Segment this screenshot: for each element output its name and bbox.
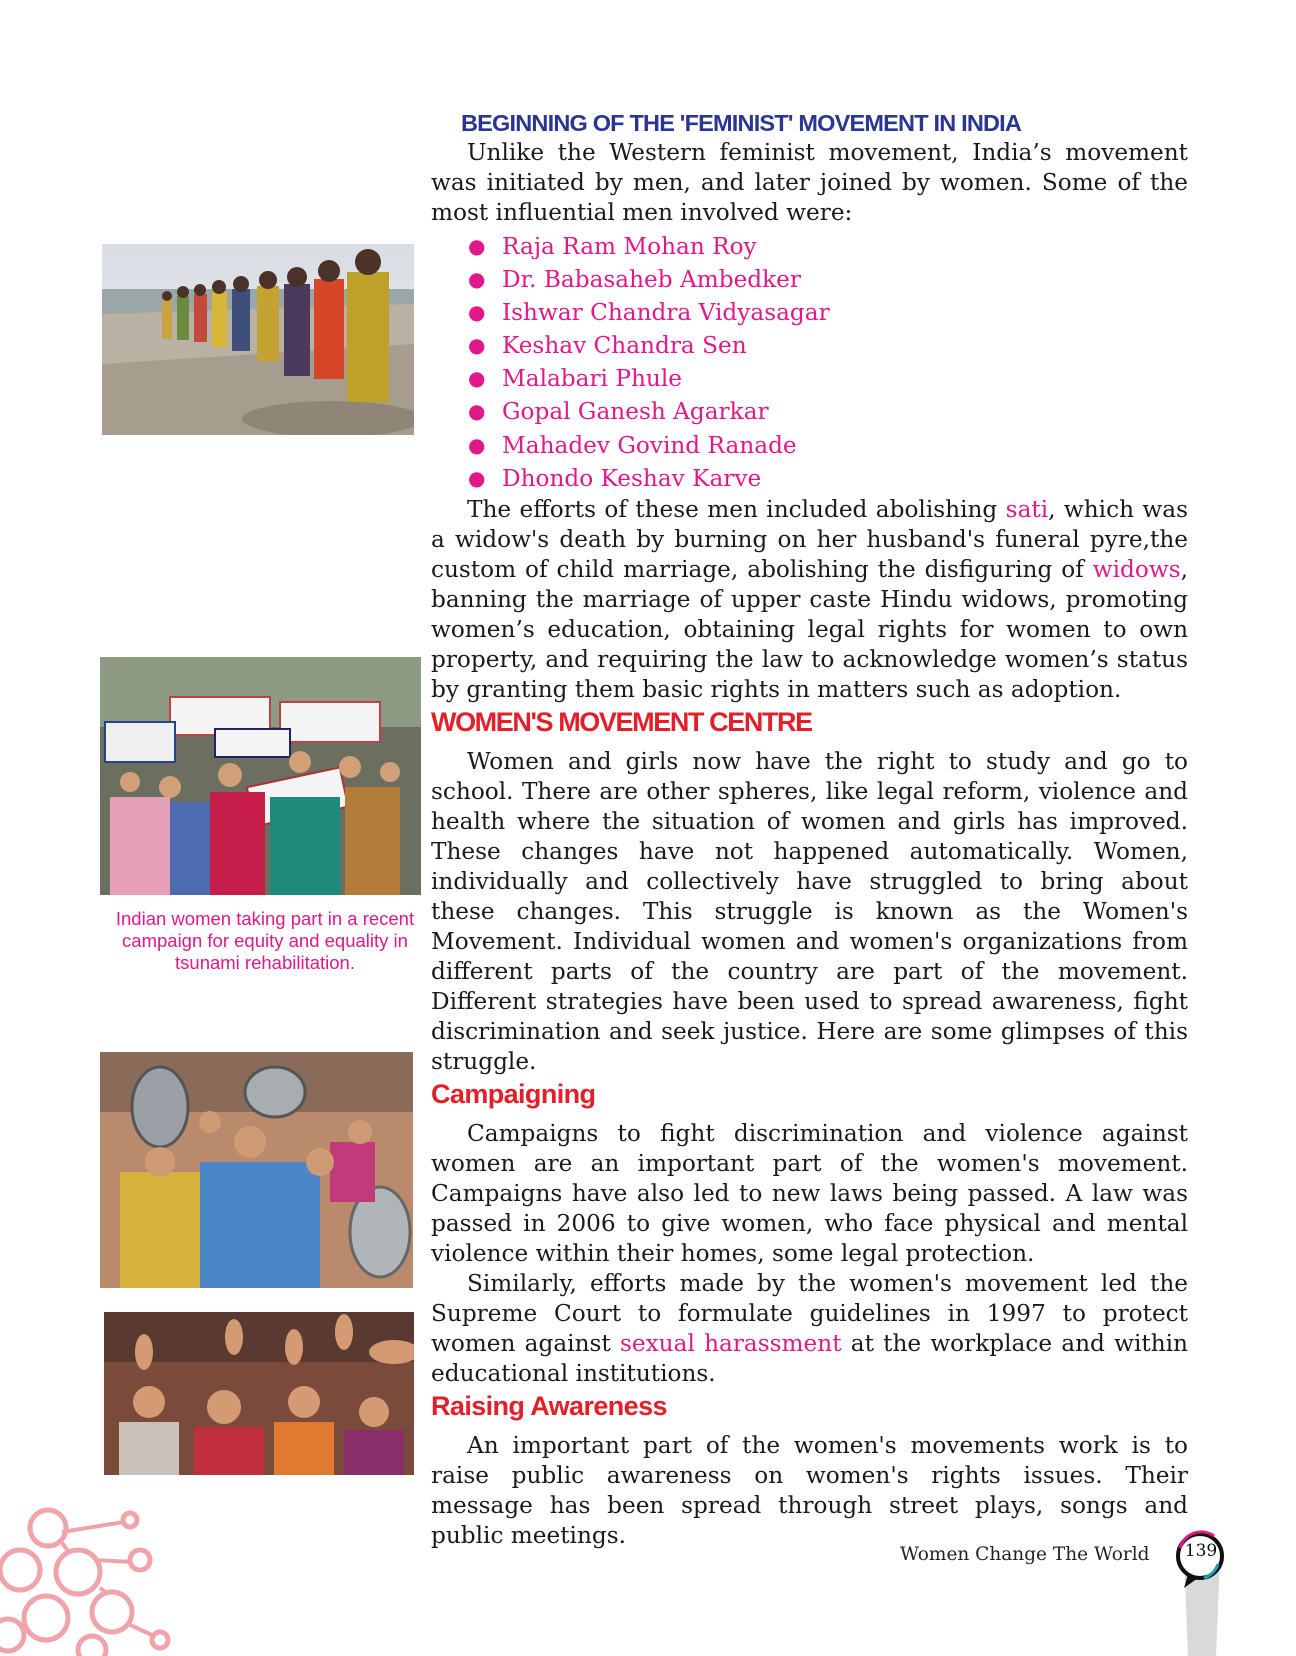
main-column bbox=[431, 108, 1188, 1551]
bullet-icon: ● bbox=[468, 300, 486, 325]
photo-raised-hands bbox=[104, 1312, 414, 1475]
photo-caption: Indian women taking part in a recent campaign for equity and equality in tsunami rehabilitation. bbox=[115, 908, 415, 973]
list-item: ● Malabari Phule bbox=[468, 362, 1188, 395]
subheading-campaigning: Campaigning bbox=[431, 1078, 596, 1109]
bullet-icon: ● bbox=[468, 366, 486, 391]
photo-women-walking bbox=[102, 244, 414, 435]
bullet-icon: ● bbox=[468, 399, 486, 424]
bullet-icon: ● bbox=[468, 333, 486, 358]
page-number: 139 bbox=[1184, 1541, 1218, 1561]
bullet-icon: ● bbox=[468, 432, 486, 457]
section-heading-feminist-movement: BEGINNING OF THE 'FEMINIST' MOVEMENT IN INDIA bbox=[461, 110, 1022, 136]
footer-chapter-title: Women Change The World bbox=[900, 1544, 1150, 1565]
influential-men-list bbox=[431, 230, 1188, 495]
list-item: ● Ishwar Chandra Vidyasagar bbox=[468, 296, 1188, 329]
womens-movement-paragraph: Women and girls now have the right to study and go to school. There are other spheres, like legal reform, violence and health where the situation of women and girls has improved. These changes have not happened automatically. Women, individually and collectively have struggled to bring about these changes. This struggle is known as the Women's Movement. Individual women and women's organizations from different parts of the country are part of the movement. Different strategies have been used to spread awareness, fight discrimination and seek justice. Here are some glimpses of this struggle. bbox=[431, 747, 1188, 1075]
campaigning-paragraph-1: Campaigns to fight discrimination and violence against women are an important part of the women's movement. Campaigns have also led to new laws being passed. A law was passed in 2006 to give women, who face physical and mental violence within their homes, some legal protection. bbox=[431, 1119, 1188, 1267]
list-item: ● Dr. Babasaheb Ambedker bbox=[468, 263, 1188, 296]
efforts-paragraph: The efforts of these men included abolishing sati, which was a widow's death by burning on her husband's funeral pyre,the custom of child marriage, abolishing the disfiguring of widows, banning the marriage of upper caste Hindu widows, promoting women’s education, obtaining legal rights for women to own property, and requiring the law to acknowledge women’s status by granting them basic rights in matters such as adoption. bbox=[431, 495, 1188, 703]
term-sati: sati bbox=[1005, 495, 1049, 523]
list-item: ● Gopal Ganesh Agarkar bbox=[468, 395, 1188, 428]
bullet-icon: ● bbox=[468, 465, 486, 490]
photo-tsunami-campaign bbox=[100, 657, 421, 895]
list-item: ● Keshav Chandra Sen bbox=[468, 329, 1188, 362]
list-item: ● Raja Ram Mohan Roy bbox=[468, 230, 1188, 263]
photo-plates-protest bbox=[100, 1052, 413, 1288]
list-item: ● Mahadev Govind Ranade bbox=[468, 429, 1188, 462]
bullet-icon: ● bbox=[468, 234, 486, 258]
intro-paragraph: Unlike the Western feminist movement, India’s movement was initiated by men, and later joined by women. Some of the most influential men involved were: bbox=[431, 139, 1188, 226]
list-item: ● Dhondo Keshav Karve bbox=[468, 462, 1188, 495]
awareness-paragraph: An important part of the women's movements work is to raise public awareness on women's rights issues. Their message has been spread through street plays, songs and public meetings. bbox=[431, 1431, 1188, 1549]
campaigning-paragraph-2: Similarly, efforts made by the women's movement led the Supreme Court to formulate guidelines in 1997 to protect women against sexual harassment at the workplace and within educational institutions. bbox=[431, 1269, 1188, 1387]
term-sexual-harassment: sexual harassment bbox=[619, 1329, 842, 1357]
subheading-raising-awareness: Raising Awareness bbox=[431, 1390, 667, 1421]
section-heading-womens-movement-centre: WOMEN'S MOVEMENT CENTRE bbox=[431, 706, 812, 737]
bullet-icon: ● bbox=[468, 267, 486, 292]
decorative-circles-icon bbox=[0, 1500, 180, 1656]
term-widows: widows bbox=[1092, 555, 1181, 583]
